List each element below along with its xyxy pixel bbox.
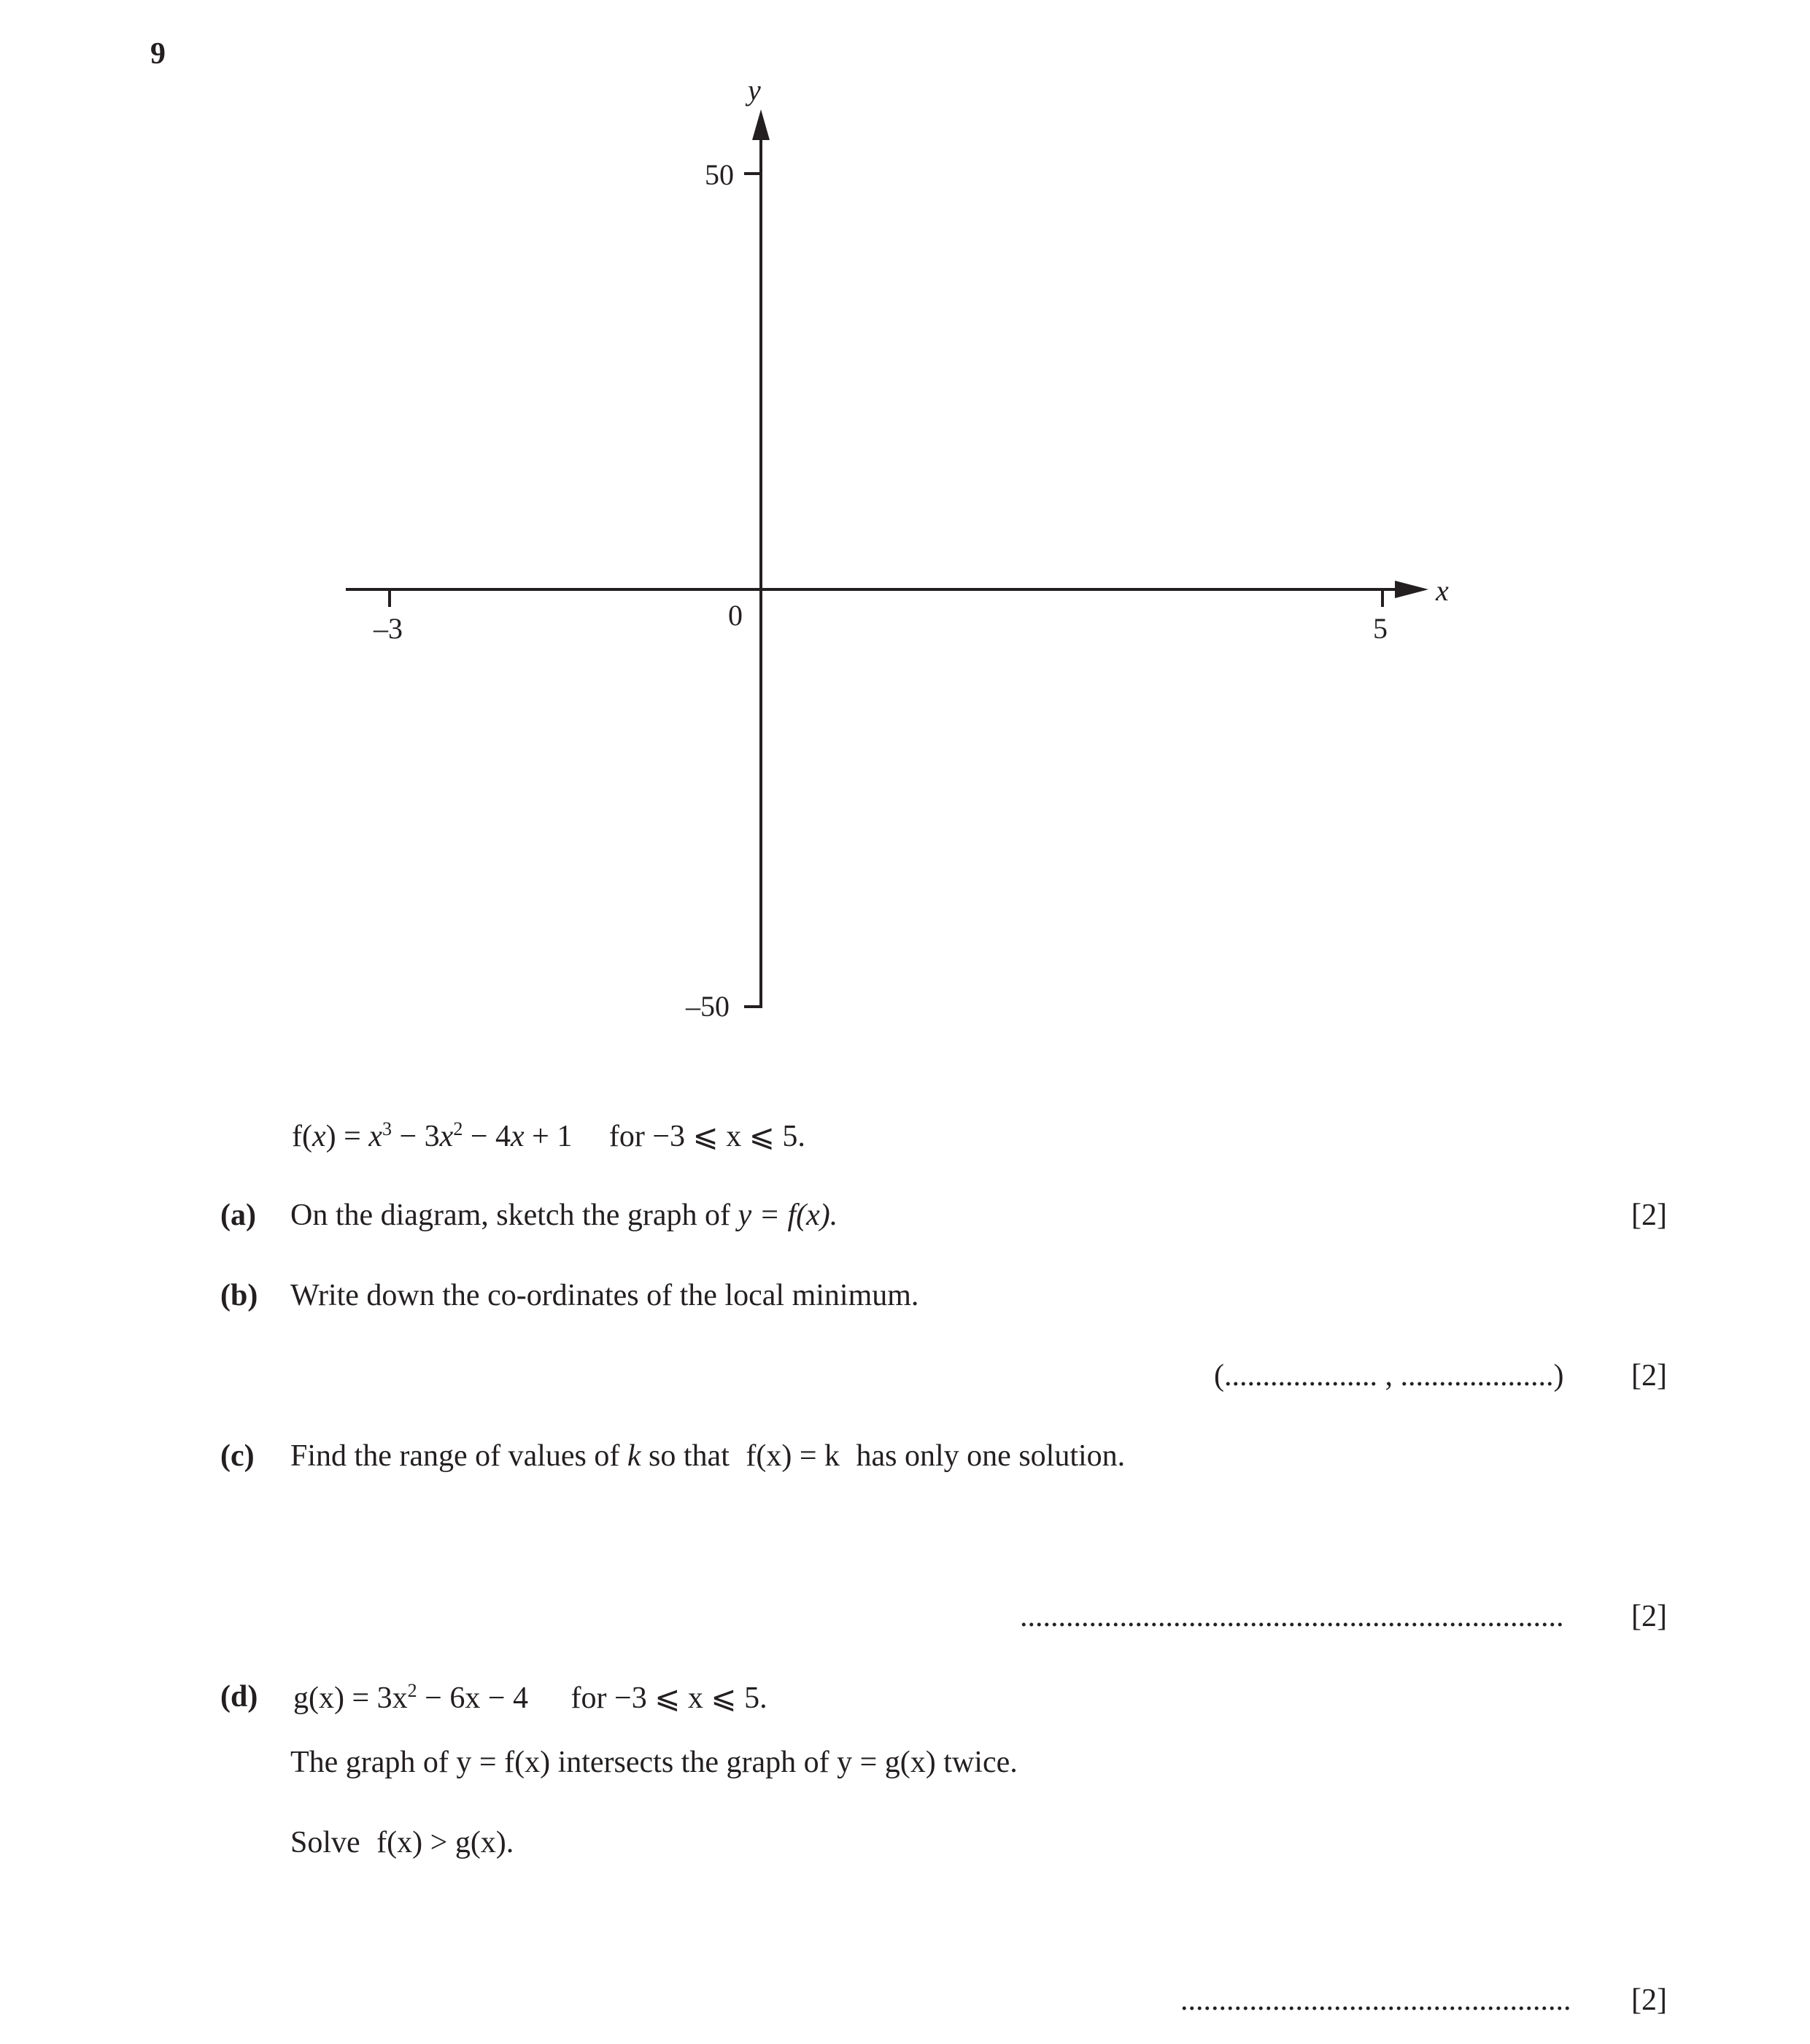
part-d-answer-line[interactable]: ................................................... xyxy=(1180,1983,1571,2017)
part-b-text: Write down the co-ordinates of the local minimum. xyxy=(290,1279,919,1312)
f-exp2: 2 xyxy=(453,1118,463,1139)
question-number: 9 xyxy=(150,37,166,71)
part-c-text3: has only one solution. xyxy=(848,1439,1126,1473)
part-d-line2-a: The graph of xyxy=(290,1746,457,1779)
part-d-line2 xyxy=(290,1745,1018,1780)
function-f-definition xyxy=(292,1118,805,1154)
f-var: x xyxy=(312,1120,326,1153)
part-d-line3 xyxy=(290,1825,514,1860)
x-tick-label-right: 5 xyxy=(1373,612,1388,645)
part-b-label: (b) xyxy=(220,1279,258,1312)
part-c-answer-line[interactable]: ....................................................................... xyxy=(1020,1600,1564,1633)
f-term1: x xyxy=(368,1120,382,1153)
f-term3: − 4 xyxy=(463,1120,511,1153)
f-term2-var: x xyxy=(439,1120,454,1153)
part-c-label: (c) xyxy=(220,1439,255,1473)
part-d-label: (d) xyxy=(220,1680,258,1714)
part-b-marks: [2] xyxy=(1631,1359,1667,1393)
f-exp1: 3 xyxy=(382,1118,392,1139)
origin-label: 0 xyxy=(728,599,743,632)
y-tick-label-bottom: –50 xyxy=(686,990,730,1023)
f-term2: − 3 xyxy=(391,1120,440,1153)
f-domain: for −3 ⩽ x ⩽ 5. xyxy=(608,1120,805,1153)
part-a-marks: [2] xyxy=(1631,1199,1667,1232)
f-prefix: f( xyxy=(292,1120,312,1153)
x-tick-label-left: –3 xyxy=(374,612,403,645)
part-d-line2-d: y = g(x) xyxy=(837,1746,936,1779)
g-prefix: g(x) = 3x xyxy=(293,1681,408,1715)
y-tick-label-top: 50 xyxy=(705,158,734,191)
part-a-label: (a) xyxy=(220,1199,256,1232)
g-exp: 2 xyxy=(407,1680,417,1701)
part-c-text1: Find the range of values of xyxy=(290,1439,627,1473)
f-term4: + 1 xyxy=(524,1120,573,1153)
part-b-answer-line[interactable]: (.................... , ....................) xyxy=(1214,1359,1564,1393)
part-d-line3-b: f(x) > g(x). xyxy=(376,1826,514,1859)
part-c-text xyxy=(290,1439,1125,1474)
part-d-marks: [2] xyxy=(1631,1983,1667,2017)
y-axis-arrow xyxy=(752,109,770,140)
part-c-k: k xyxy=(627,1439,641,1473)
part-d-line2-b: y = f(x) xyxy=(456,1746,551,1779)
part-d-line2-e: twice. xyxy=(935,1746,1018,1779)
f-mid: ) = xyxy=(325,1120,369,1153)
part-d-line2-c: intersects the graph of xyxy=(550,1746,838,1779)
x-axis-label: x xyxy=(1436,574,1449,607)
y-axis-label: y xyxy=(748,74,761,107)
part-d-line3-a: Solve xyxy=(290,1826,368,1859)
part-a-prompt: On the diagram, sketch the graph of xyxy=(290,1199,738,1232)
g-domain: for −3 ⩽ x ⩽ 5. xyxy=(571,1681,767,1715)
part-c-expr: f(x) = k xyxy=(746,1439,840,1473)
f-term3-var: x xyxy=(511,1120,525,1153)
function-g-definition xyxy=(293,1679,767,1716)
part-a-expr: y = f(x). xyxy=(738,1199,838,1232)
part-c-marks: [2] xyxy=(1631,1600,1667,1633)
x-axis-arrow xyxy=(1395,581,1428,598)
part-c-text2: so that xyxy=(641,1439,738,1473)
g-rest: − 6x − 4 xyxy=(417,1681,529,1715)
part-a-text xyxy=(290,1198,838,1233)
